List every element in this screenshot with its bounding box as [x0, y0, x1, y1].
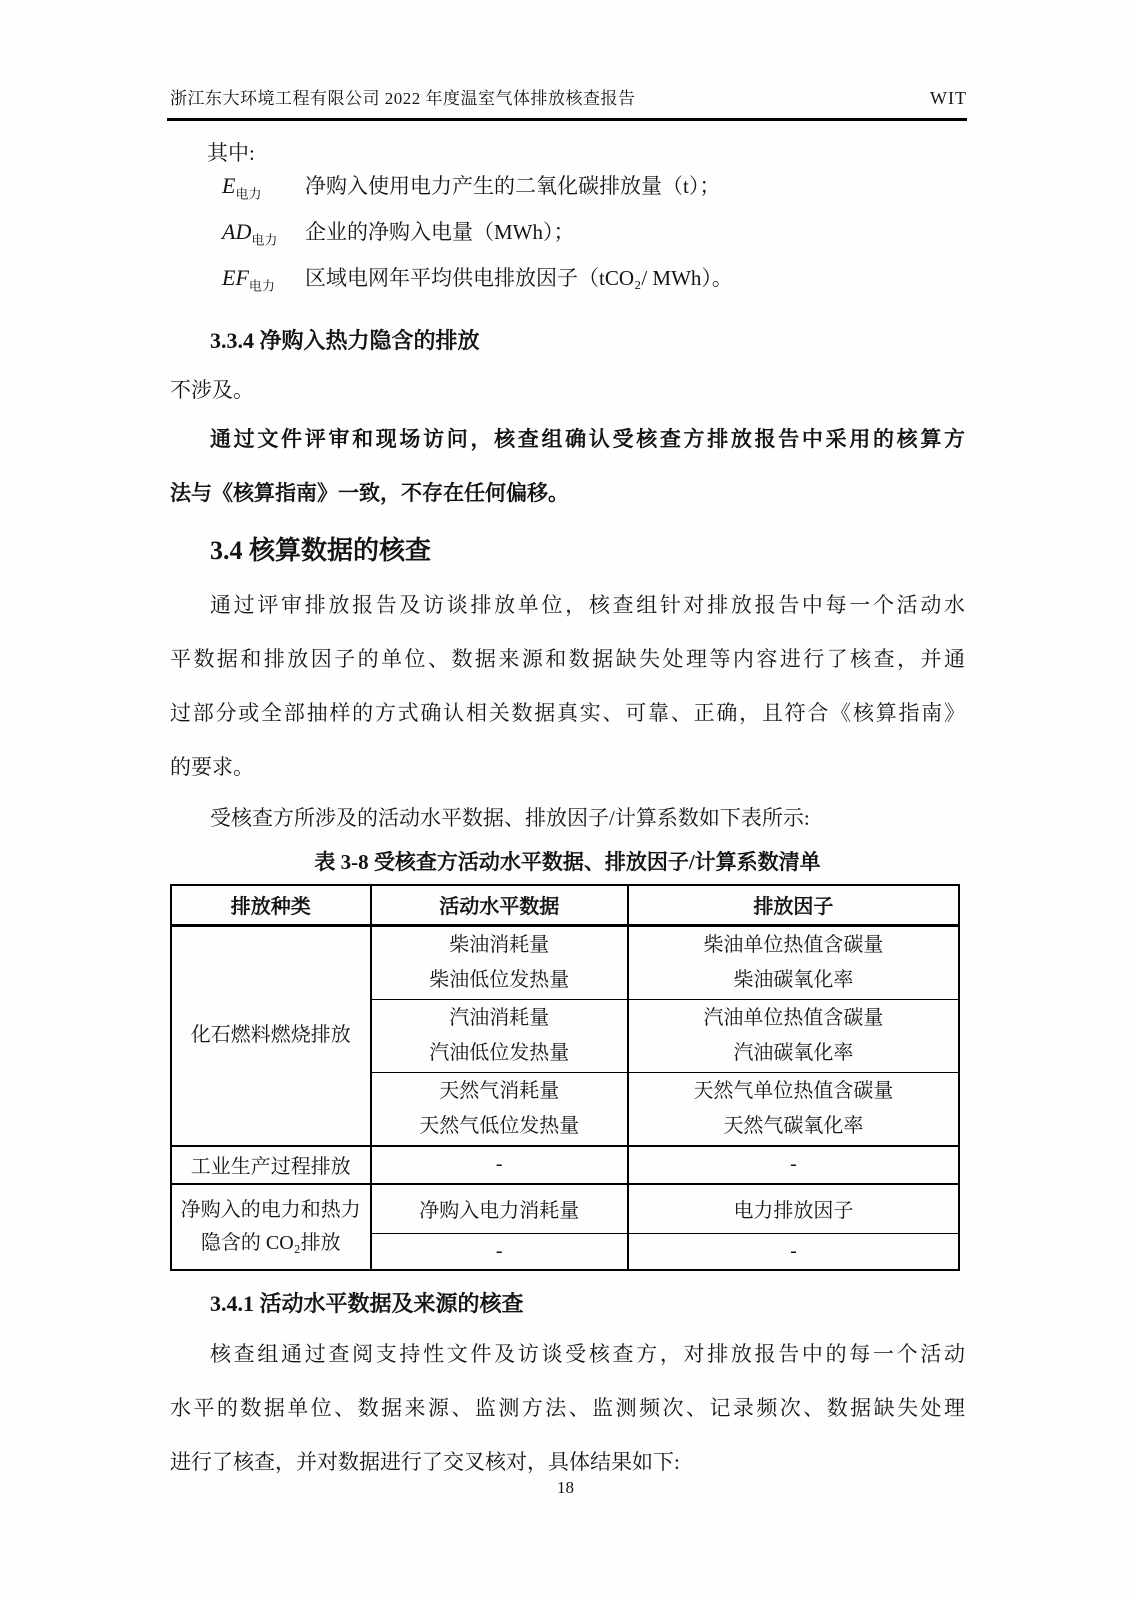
paragraph-line: 通过文件评审和现场访问，核查组确认受核查方排放报告中采用的核算方 — [210, 427, 965, 451]
cell-gasoline-factor — [628, 999, 959, 1072]
cell-line: 天然气低位发热量 — [419, 1114, 580, 1137]
formula-definition-ef — [170, 262, 965, 308]
cell-process-activity: - — [371, 1146, 628, 1184]
cell-diesel-factor — [628, 925, 959, 999]
formula-definition-ad — [170, 216, 965, 262]
table-3-8-title: 表 3-8 受核查方活动水平数据、排放因子/计算系数清单 — [314, 850, 821, 874]
cell-line: 天然气碳氧化率 — [723, 1114, 864, 1137]
term-symbol: EF — [222, 265, 249, 290]
cell-line: 汽油单位热值含碳量 — [703, 1006, 884, 1029]
table-row-diesel — [171, 925, 959, 999]
cell-gas-factor — [628, 1072, 959, 1146]
running-header — [170, 84, 967, 109]
formula-desc-ef: 区域电网年平均供电排放因子（tCO₂/ MWh）。 — [305, 266, 733, 290]
table-row-industrial-process — [171, 1146, 959, 1184]
cell-gas-activity — [371, 1072, 628, 1146]
formula-term-e — [222, 173, 305, 202]
paragraph-line: 的要求。 — [170, 755, 254, 779]
term-subscript: 电力 — [248, 278, 275, 294]
not-involved-text: 不涉及。 — [170, 378, 254, 402]
formula-definition-e — [170, 170, 965, 216]
paragraph-line: 平数据和排放因子的单位、数据来源和数据缺失处理等内容进行了核查，并通 — [170, 647, 965, 671]
table-intro-line: 受核查方所涉及的活动水平数据、排放因子/计算系数如下表所示: — [210, 806, 810, 830]
paragraph-line: 水平的数据单位、数据来源、监测方法、监测频次、记录频次、数据缺失处理 — [170, 1395, 965, 1420]
section-heading-334: 3.3.4 净购入热力隐含的排放 — [210, 328, 480, 353]
cell-line: 隐含的 CO₂排放 — [200, 1231, 341, 1254]
cell-gasoline-activity — [371, 999, 628, 1072]
section-341-paragraph — [170, 1327, 965, 1489]
section-heading-341: 3.4.1 活动水平数据及来源的核查 — [210, 1290, 524, 1316]
cell-diesel-activity — [371, 925, 628, 999]
header-rule — [167, 118, 967, 121]
wit-logo-text: WIT — [930, 88, 967, 108]
cell-line: 净购入的电力和热力 — [180, 1198, 361, 1221]
lead-line: 其中: — [207, 141, 255, 165]
col-header-emission-type: 排放种类 — [171, 885, 371, 925]
cell-power-category — [171, 1184, 371, 1270]
cell-line: 柴油碳氧化率 — [733, 968, 854, 991]
formula-term-ad — [222, 219, 305, 248]
term-subscript: 电力 — [251, 232, 278, 248]
cell-line: 柴油消耗量 — [449, 933, 550, 956]
cell-power-dash-factor: - — [628, 1234, 959, 1270]
cell-fossil-category: 化石燃料燃烧排放 — [171, 925, 371, 1146]
table-row-purchased-power — [171, 1184, 959, 1234]
cell-line: 柴油低位发热量 — [429, 968, 570, 991]
paragraph-line: 通过评审排放报告及访谈排放单位，核查组针对排放报告中每一个活动水 — [210, 593, 965, 617]
cell-line: 天然气消耗量 — [439, 1079, 560, 1102]
table-3-8 — [170, 884, 960, 1271]
section-heading-34: 3.4 核算数据的核查 — [210, 536, 432, 565]
formula-desc-ad: 企业的净购入电量（MWh）； — [305, 220, 575, 244]
cell-process-factor: - — [628, 1146, 959, 1184]
cell-line: 天然气单位热值含碳量 — [693, 1079, 894, 1102]
formula-desc-e: 净购入使用电力产生的二氧化碳排放量（t）； — [305, 174, 721, 198]
cell-line: 汽油碳氧化率 — [733, 1041, 854, 1064]
col-header-activity-data: 活动水平数据 — [371, 885, 628, 925]
page-content — [170, 136, 965, 1489]
paragraph-line: 法与《核算指南》一致，不存在任何偏移。 — [170, 481, 569, 505]
term-subscript: 电力 — [235, 186, 262, 202]
cell-power-factor: 电力排放因子 — [628, 1184, 959, 1234]
term-symbol: AD — [222, 219, 252, 244]
report-title-header: 浙江东大环境工程有限公司 2022 年度温室气体排放核查报告 — [170, 89, 636, 108]
paragraph-line: 过部分或全部抽样的方式确认相关数据真实、可靠、正确，且符合《核算指南》 — [170, 701, 965, 725]
cell-power-activity: 净购入电力消耗量 — [371, 1184, 628, 1234]
formula-term-ef — [222, 265, 305, 294]
conclusion-paragraph — [170, 412, 965, 520]
cell-line: 柴油单位热值含碳量 — [703, 933, 884, 956]
cell-power-dash-activity: - — [371, 1234, 628, 1270]
paragraph-line: 进行了核查，并对数据进行了交叉核对，具体结果如下: — [170, 1449, 680, 1474]
cell-line: 汽油低位发热量 — [429, 1041, 570, 1064]
paragraph-line: 核查组通过查阅支持性文件及访谈受核查方，对排放报告中的每一个活动 — [210, 1341, 965, 1366]
page-number: 18 — [557, 1478, 574, 1497]
col-header-emission-factor: 排放因子 — [628, 885, 959, 925]
section-34-paragraph — [170, 578, 965, 794]
cell-line: 汽油消耗量 — [449, 1006, 550, 1029]
cell-process-category: 工业生产过程排放 — [171, 1146, 371, 1184]
term-symbol: E — [222, 173, 236, 198]
table-header-row — [171, 885, 959, 925]
